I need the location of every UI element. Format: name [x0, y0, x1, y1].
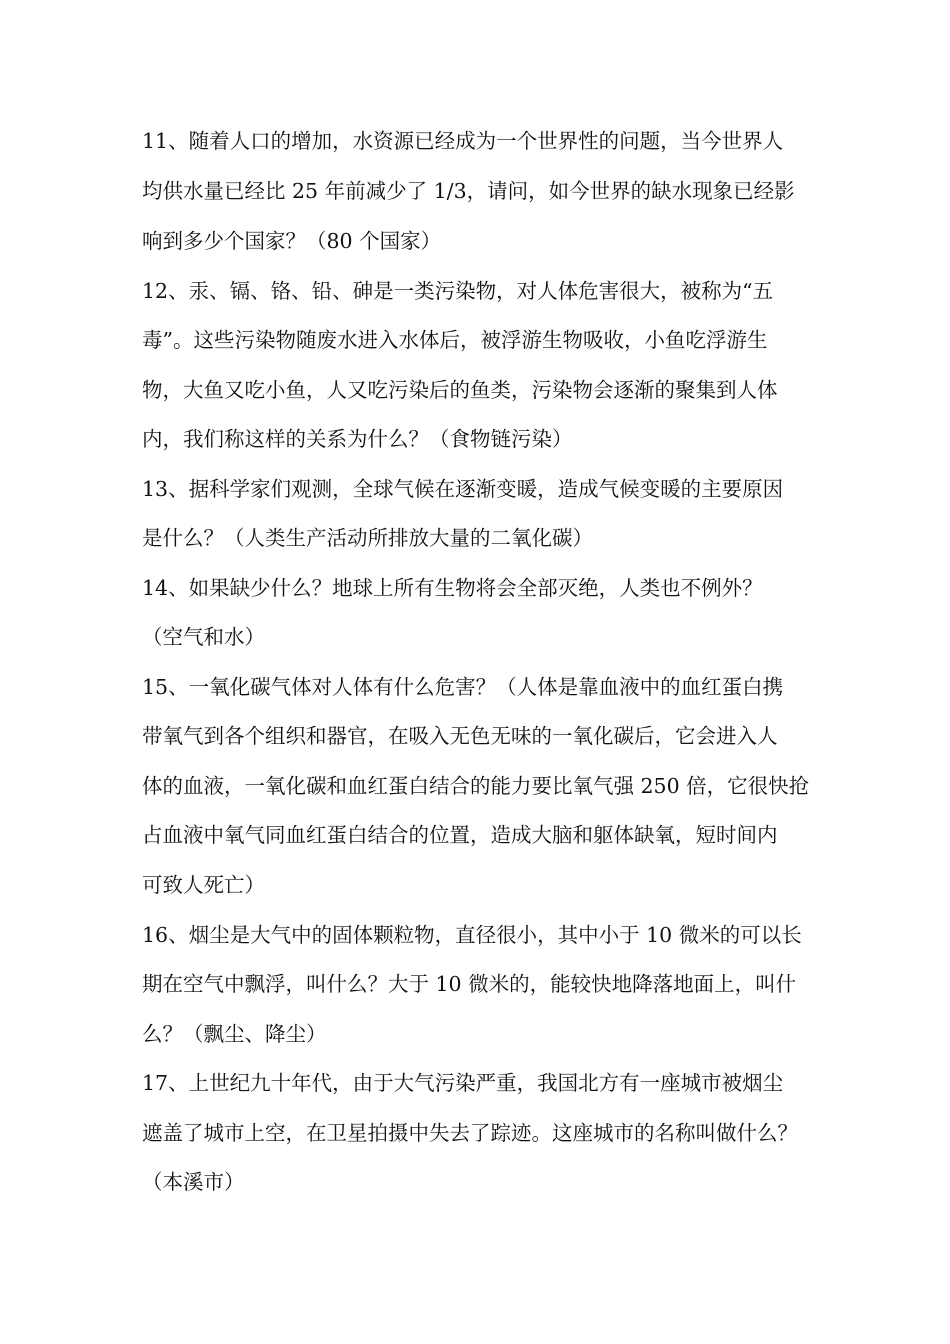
text-line: （空气和水）: [142, 625, 265, 649]
text-line: 均供水量已经比 25 年前减少了 1/3，请问，如今世界的缺水现象已经影: [142, 179, 795, 203]
text-line: 14、如果缺少什么？地球上所有生物将会全部灭绝，人类也不例外？: [142, 576, 763, 600]
text-line: 占血液中氧气同血红蛋白结合的位置，造成大脑和躯体缺氧，短时间内: [142, 823, 778, 847]
text-line: 17、上世纪九十年代，由于大气污染严重，我国北方有一座城市被烟尘: [142, 1071, 784, 1095]
text-line: 遮盖了城市上空，在卫星拍摄中失去了踪迹。这座城市的名称叫做什么？: [142, 1121, 798, 1145]
text-line: 毒”。这些污染物随废水进入水体后，被浮游生物吸收，小鱼吃浮游生: [142, 328, 768, 352]
text-line: 带氧气到各个组织和器官，在吸入无色无味的一氧化碳后，它会进入人: [142, 724, 778, 748]
text-line: 15、一氧化碳气体对人体有什么危害？（人体是靠血液中的血红蛋白携: [142, 675, 784, 699]
text-line: 是什么？（人类生产活动所排放大量的二氧化碳）: [142, 526, 593, 550]
text-line: 体的血液，一氧化碳和血红蛋白结合的能力要比氧气强 250 倍，它很快抢: [142, 774, 810, 798]
text-line: 16、烟尘是大气中的固体颗粒物，直径很小，其中小于 10 微米的可以长: [142, 923, 802, 947]
text-line: 响到多少个国家？（80 个国家）: [142, 229, 442, 253]
text-line: 物，大鱼又吃小鱼，人又吃污染后的鱼类，污染物会逐渐的聚集到人体: [142, 378, 778, 402]
text-line: 13、据科学家们观测，全球气候在逐渐变暖，造成气候变暖的主要原因: [142, 477, 784, 501]
text-line: 可致人死亡）: [142, 873, 265, 897]
text-line: （本溪市）: [142, 1170, 245, 1194]
text-line: 内，我们称这样的关系为什么？（食物链污染）: [142, 427, 573, 451]
text-line: 12、汞、镉、铬、铅、砷是一类污染物，对人体危害很大，被称为“五: [142, 279, 774, 303]
text-line: 11、随着人口的增加，水资源已经成为一个世界性的问题，当今世界人: [142, 129, 784, 153]
text-line: 期在空气中飘浮，叫什么？大于 10 微米的，能较快地降落地面上，叫什: [142, 972, 797, 996]
text-line: 么？（飘尘、降尘）: [142, 1022, 327, 1046]
